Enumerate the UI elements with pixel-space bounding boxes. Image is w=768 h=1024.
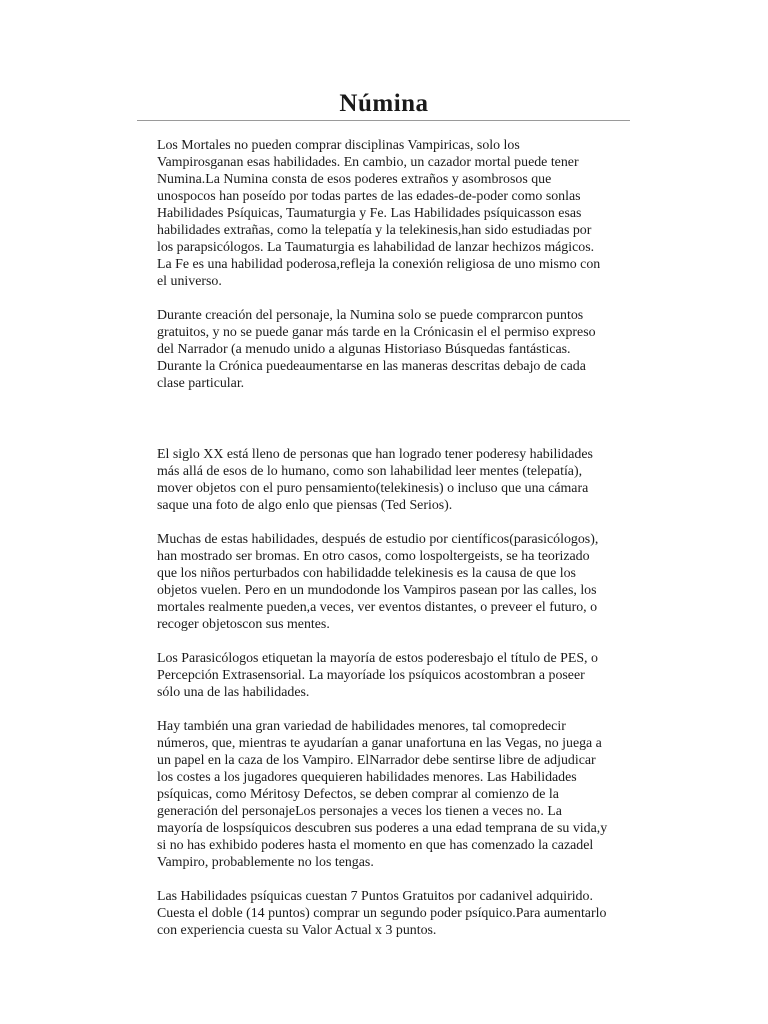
- paragraph-gap: [157, 871, 655, 888]
- paragraph-gap: [157, 514, 655, 531]
- paragraph-minor-abilities: Hay también una gran variedad de habilidades menores, tal comopredecir números, que, mientras te ayudarían a ganar unafortuna en las Vegas, no juega a un papel en la caza de los Vampiro. ElNarrador debe sentirse libre de adjudicar los costes a los jugadores quequieren habilidades menores. Las Habilidades psíquicas, como Méritosy Defectos, se deben comprar al comienzo de la generación del personajeLos personajes a veces los tienen a veces no. La mayoría de lospsíquicos descubren sus poderes a una edad temprana de su vida,y si no has exhibido poderes hasta el momento en que has comenzado la cazadel Vampiro, probablemente no los tengas.: [157, 719, 608, 870]
- section-gap: [157, 392, 655, 446]
- page-title: Númina: [339, 90, 429, 117]
- paragraph-gap: [157, 633, 655, 650]
- paragraph-intro: Los Mortales no pueden comprar disciplinas Vampiricas, solo los Vampirosganan esas habilidades. En cambio, un cazador mortal puede tener Numina.La Numina consta de esos poderes extraños y asombrosos que unospocos han poseído por todas partes de las edades-de-poder como sonlas Habilidades Psíquicas, Taumaturgia y Fe. Las Habilidades psíquicasson esas habilidades extrañas, como la telepatía y la telekinesis,han sido estudiadas por los parapsicólogos. La Taumaturgia es lahabilidad de lanzar hechizos mágicos. La Fe es una habilidad poderosa,refleja la conexión religiosa de uno mismo con el universo.: [157, 138, 601, 289]
- document-body: [157, 137, 655, 939]
- paragraph-pes: Los Parasicólogos etiquetan la mayoría de estos poderesbajo el título de PES, o Percepción Extrasensorial. La mayoríade los psíquicos acostombran a poseer sólo una de las habilidades.: [157, 651, 598, 700]
- paragraph-twentieth-century: El siglo XX está lleno de personas que han logrado tener poderesy habilidades más allá de esos de lo humano, como son lahabilidad leer mentes (telepatía), mover objetos con el puro pensamiento(telekinesis) o incluso que una cámara saque una foto de algo enlo que piensas (Ted Serios).: [157, 447, 593, 513]
- paragraph-hoaxes: Muchas de estas habilidades, después de estudio por científicos(parasicólogos), han mostrado ser bromas. En otro casos, como lospoltergeists, se ha teorizado que los niños perturbados con habilidadde telekinesis es la causa de que los objetos vuelen. Pero en un mundodonde los Vampiros pasean por las calles, los mortales realmente pueden,a veces, ver eventos distantes, o preveer el futuro, o recoger objetoscon sus mentes.: [157, 532, 599, 632]
- title-divider: [137, 120, 630, 121]
- paragraph-character-creation: Durante creación del personaje, la Numina solo se puede comprarcon puntos gratuitos, y no se puede ganar más tarde en la Crónicasin el el permiso expreso del Narrador (a menudo unido a algunas Historiaso Búsquedas fantásticas. Durante la Crónica puedeaumentarse en las maneras descritas debajo de cada clase particular.: [157, 308, 596, 391]
- paragraph-costs: Las Habilidades psíquicas cuestan 7 Puntos Gratuitos por cadanivel adquirido. Cuesta el doble (14 puntos) comprar un segundo poder psíquico.Para aumentarlo con experiencia cuesta su Valor Actual x 3 puntos.: [157, 889, 607, 938]
- paragraph-gap: [157, 290, 655, 307]
- paragraph-gap: [157, 701, 655, 718]
